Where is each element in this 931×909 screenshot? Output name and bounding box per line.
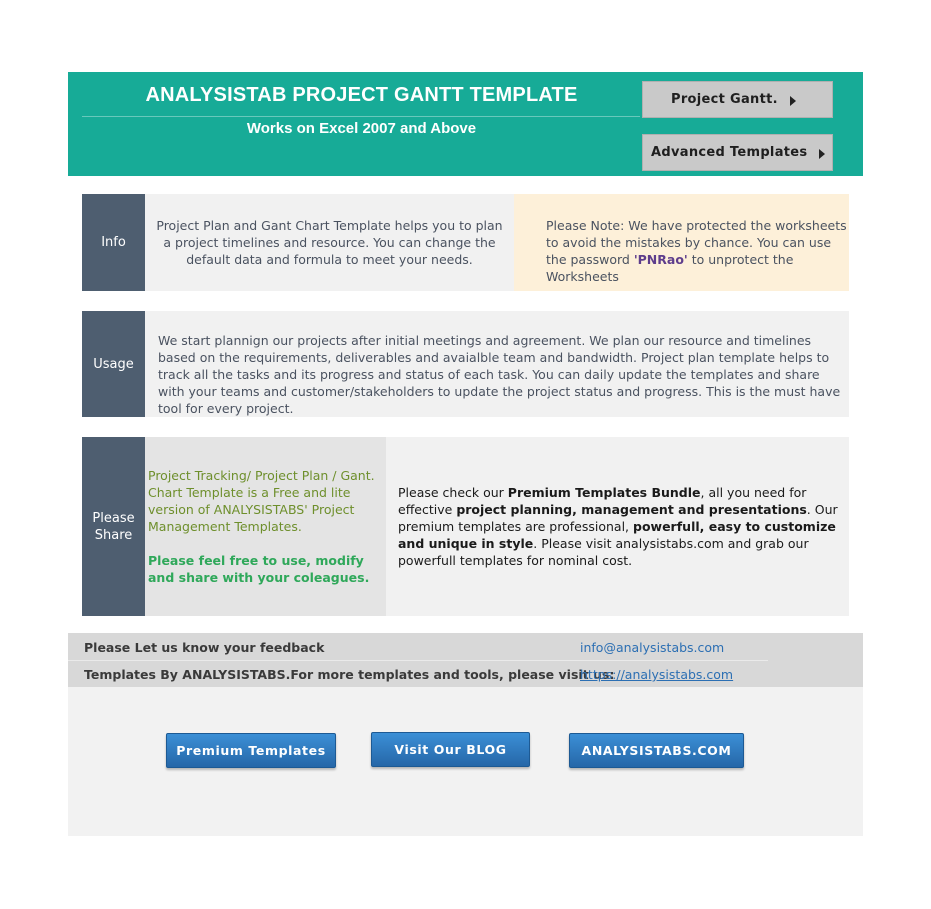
premium-text-1: Please check our xyxy=(398,485,508,500)
feedback-label: Please Let us know your feedback xyxy=(84,640,325,655)
share-side-label xyxy=(82,437,145,616)
premium-text-4: . Please visit analysistabs.com and grab our powerfull templates for nominal cost. xyxy=(398,536,809,568)
website-link[interactable]: https://analysistabs.com xyxy=(580,667,734,682)
header-divider xyxy=(82,116,640,117)
project-gantt-button-label: Project Gantt. xyxy=(671,92,778,107)
info-note-text: Please Note: We have protected the worksheets to avoid the mistakes by chance. You can use the password xyxy=(546,218,847,267)
premium-bold-1: Premium Templates Bundle xyxy=(507,485,701,500)
info-description: Project Plan and Gant Chart Template helps you to plan a project timelines and resource. You can change the default data and formula to meet your needs. xyxy=(145,194,514,291)
info-note xyxy=(514,194,849,291)
share-left-bold-text: Please feel free to use, modify and share with your coleagues. xyxy=(148,553,370,585)
premium-text-3: . Our premium templates are professional, xyxy=(398,502,838,534)
share-left-panel xyxy=(145,437,386,616)
info-note-text-end: to unprotect the Worksheets xyxy=(546,252,794,284)
info-side-label-text: Info xyxy=(101,235,126,250)
premium-text-2: , all you need for effective xyxy=(398,485,807,517)
footer-divider xyxy=(68,660,768,661)
share-side-label-text: Please Share xyxy=(92,510,135,543)
play-arrow-icon xyxy=(819,149,825,159)
page-subtitle: Works on Excel 2007 and Above xyxy=(246,120,477,137)
analysistabs-site-button[interactable]: ANALYSISTABS.COM xyxy=(569,733,744,768)
project-gantt-button[interactable] xyxy=(642,81,833,118)
advanced-templates-button[interactable] xyxy=(642,134,833,171)
play-arrow-icon xyxy=(790,96,796,106)
share-left-text: Project Tracking/ Project Plan / Gant. Chart Template is a Free and lite version of ANALYSISTABS' Project Management Templates. xyxy=(148,468,375,534)
premium-bold-3: powerfull, easy to customize and unique in style xyxy=(398,519,836,551)
premium-bold-2: project planning, management and presentations xyxy=(456,502,807,517)
email-link[interactable]: info@analysistabs.com xyxy=(580,640,725,655)
usage-side-label-text: Usage xyxy=(93,356,134,372)
info-side-label xyxy=(82,194,145,291)
page-title: ANALYSISTAB PROJECT GANTT TEMPLATE xyxy=(145,84,578,106)
password-text: 'PNRao' xyxy=(633,252,688,267)
share-right-panel xyxy=(386,437,849,616)
advanced-templates-button-label: Advanced Templates xyxy=(651,145,808,160)
usage-side-label xyxy=(82,311,145,417)
visit-blog-button[interactable]: Visit Our BLOG xyxy=(371,732,530,767)
visit-label: Templates By ANALYSISTABS.For more templates and tools, please visit us: xyxy=(84,667,615,682)
usage-description: We start plannign our projects after initial meetings and agreement. We plan our resource and timelines based on the requirements, deliverables and avaialble team and bandwidth. Project plan template helps to track all the tasks and its progress and status of each task. You can daily update the templates and share with your teams and customer/stakeholders to update the project status and progress. This is the must have tool for every project. xyxy=(145,311,849,417)
premium-templates-button[interactable]: Premium Templates xyxy=(166,733,336,768)
